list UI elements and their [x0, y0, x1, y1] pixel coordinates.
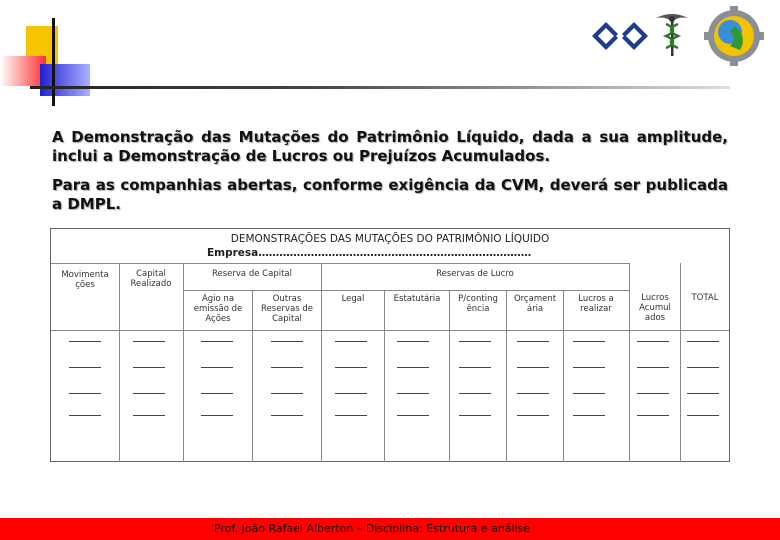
header-lucros-realizar: Lucros a realizar [578, 294, 614, 314]
header-reservas-lucro: Reservas de Lucro [436, 269, 514, 279]
blank-line [573, 341, 605, 342]
header-outras: Outras Reservas de Capital [261, 294, 313, 324]
table-title: DEMONSTRAÇÕES DAS MUTAÇÕES DO PATRIMÔNIO LÍQUIDO [230, 233, 550, 245]
blank-line [69, 415, 101, 416]
blank-line [637, 367, 669, 368]
blank-line [573, 415, 605, 416]
header-total: TOTAL [691, 293, 719, 303]
header-legal: Legal [341, 294, 365, 304]
header-reserva-capital: Reserva de Capital [212, 269, 292, 279]
blank-line [271, 341, 303, 342]
blank-line [637, 415, 669, 416]
header-capital: Capital Realizado [130, 269, 172, 289]
blank-line [133, 341, 165, 342]
decor-vertical-line [52, 18, 55, 106]
dmpl-table [50, 228, 730, 462]
blank-line [573, 393, 605, 394]
blank-line [271, 393, 303, 394]
blank-line [335, 415, 367, 416]
decor-horizontal-line [30, 86, 730, 89]
decor-blue-square [40, 64, 90, 96]
blank-line [69, 393, 101, 394]
blank-line [687, 367, 719, 368]
blank-line [637, 341, 669, 342]
blank-line [397, 367, 429, 368]
intro-paragraph-1: A Demonstração das Mutações do Patrimônio Líquido, dada a sua amplitude, inclui a Demonstração de Lucros ou Prejuízos Acumulados. [52, 128, 728, 165]
blank-line [573, 367, 605, 368]
blank-line [687, 341, 719, 342]
blank-line [397, 341, 429, 342]
blank-line [271, 415, 303, 416]
blank-line [459, 367, 491, 368]
blank-line [69, 367, 101, 368]
footer-bar [0, 518, 780, 540]
intro-paragraph-2: Para as companhias abertas, conforme exigência da CVM, deverá ser publicada a DMPL. [52, 176, 728, 213]
blank-line [271, 367, 303, 368]
caduceus-icon [652, 10, 692, 58]
footer-text: Prof. João Rafael Alberton – Disciplina: Estrutura e análise [214, 522, 531, 535]
blank-line [335, 341, 367, 342]
header-movimentacoes: Movimenta ções [61, 270, 109, 290]
blank-line [687, 393, 719, 394]
blank-line [69, 341, 101, 342]
header-lucros-acumulados: Lucros Acumul ados [639, 293, 671, 323]
blank-line [201, 341, 233, 342]
blank-line [687, 415, 719, 416]
blank-line [335, 367, 367, 368]
blank-line [133, 415, 165, 416]
blank-line [517, 367, 549, 368]
blank-line [201, 367, 233, 368]
blank-line [459, 415, 491, 416]
blank-line [637, 393, 669, 394]
header-estatutaria: Estatutária [393, 294, 441, 304]
header-agio: Ágio na emissão de Ações [193, 294, 243, 324]
blank-line [201, 415, 233, 416]
company-line: Empresa…………………………………………………………………… [207, 247, 532, 259]
blank-line [517, 393, 549, 394]
header-contingencia: P/conting ência [458, 294, 498, 314]
blank-line [517, 415, 549, 416]
blank-line [397, 393, 429, 394]
blank-line [397, 415, 429, 416]
gear-logo-icon [704, 6, 764, 66]
blank-line [517, 341, 549, 342]
diamond-logo-icon [590, 18, 650, 54]
blank-line [459, 341, 491, 342]
blank-line [201, 393, 233, 394]
blank-line [133, 367, 165, 368]
blank-line [459, 393, 491, 394]
header-orcamentaria: Orçament ária [513, 294, 557, 314]
blank-line [335, 393, 367, 394]
blank-line [133, 393, 165, 394]
